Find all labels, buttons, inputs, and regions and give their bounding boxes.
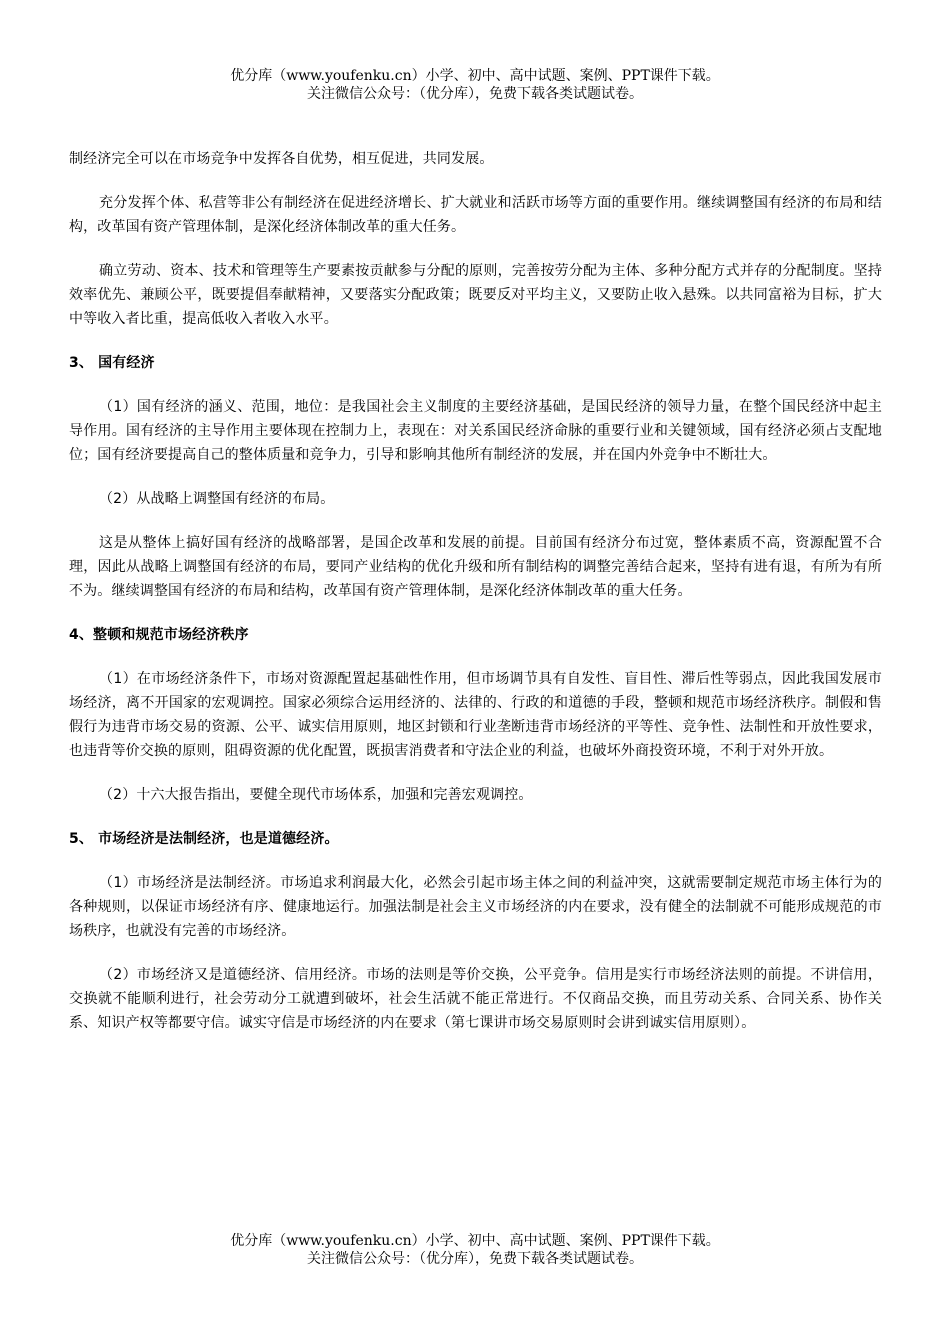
page-header (0, 67, 950, 103)
page-footer (0, 1232, 950, 1268)
paragraph-sixteenth-congress: （2）十六大报告指出，要健全现代市场体系，加强和完善宏观调控。 (99, 787, 533, 803)
header-line-2: 关注微信公众号：（优分库），免费下载各类试题试卷。 (307, 86, 643, 102)
paragraph-non-public-economy: 充分发挥个体、私营等非公有制经济在促进经济增长、扩大就业和活跃市场等方面的重要作用。继续调整国有经济的布局和结构，改革国有资产管理体制，是深化经济体制改革的重大任务。 (69, 195, 882, 235)
footer-line-1: 优分库（www.youfenku.cn）小学、初中、高中试题、案例、PPT课件下载。 (230, 1233, 720, 1249)
section-heading-4: 4、整顿和规范市场经济秩序 (69, 627, 249, 643)
document-body (69, 147, 882, 1055)
paragraph-legal-economy: （1）市场经济是法制经济。市场追求利润最大化，必然会引起市场主体之间的利益冲突，这就需要制定规范市场主体行为的各种规则，以保证市场经济有序、健康地运行。加强法制是社会主义市场经济的内在要求，没有健全的法制就不可能形成规范的市场秩序，也就没有完善的市场经济。 (69, 875, 882, 939)
paragraph-continuation: 制经济完全可以在市场竞争中发挥各自优势，相互促进，共同发展。 (69, 151, 494, 167)
paragraph-state-economy-definition: （1）国有经济的涵义、范围，地位：是我国社会主义制度的主要经济基础，是国民经济的领导力量，在整个国民经济中起主导作用。国有经济的主导作用主要体现在控制力上，表现在：对关系国民经济命脉的重要行业和关键领域，国有经济必须占支配地位；国有经济要提高自己的整体质量和竞争力，引导和影响其他所有制经济的发展，并在国内外竞争中不断壮大。 (69, 399, 882, 463)
footer-line-2: 关注微信公众号：（优分库），免费下载各类试题试卷。 (307, 1251, 643, 1267)
section-heading-3: 3、 国有经济 (69, 355, 155, 371)
paragraph-moral-economy: （2）市场经济又是道德经济、信用经济。市场的法则是等价交换，公平竞争。信用是实行市场经济法则的前提。不讲信用，交换就不能顺利进行，社会劳动分工就遭到破坏，社会生活就不能正常进行。不仅商品交换，而且劳动关系、合同关系、协作关系、知识产权等都要守信。诚实守信是市场经济的内在要求（第七课讲市场交易原则时会讲到诚实信用原则）。 (69, 967, 882, 1031)
paragraph-state-economy-layout: （2）从战略上调整国有经济的布局。 (99, 491, 335, 507)
paragraph-market-order: （1）在市场经济条件下，市场对资源配置起基础性作用，但市场调节具有自发性、盲目性、滞后性等弱点，因此我国发展市场经济，离不开国家的宏观调控。国家必须综合运用经济的、法律的、行政的和道德的手段，整顿和规范市场经济秩序。制假和售假行为违背市场交易的资源、公平、诚实信用原则，地区封锁和行业垄断违背市场经济的平等性、竞争性、法制性和开放性要求，也违背等价交换的原则，阻碍资源的优化配置，既损害消费者和守法企业的利益，也破坏外商投资环境，不利于对外开放。 (69, 671, 882, 759)
section-heading-5: 5、 市场经济是法制经济，也是道德经济。 (69, 831, 339, 847)
header-line-1: 优分库（www.youfenku.cn）小学、初中、高中试题、案例、PPT课件下载。 (230, 68, 720, 84)
paragraph-state-economy-strategy: 这是从整体上搞好国有经济的战略部署，是国企改革和发展的前提。目前国有经济分布过宽，整体素质不高，资源配置不合理，因此从战略上调整国有经济的布局，要同产业结构的优化升级和所有制结构的调整完善结合起来，坚持有进有退，有所为有所不为。继续调整国有经济的布局和结构，改革国有资产管理体制，是深化经济体制改革的重大任务。 (69, 535, 882, 599)
paragraph-distribution-system: 确立劳动、资本、技术和管理等生产要素按贡献参与分配的原则，完善按劳分配为主体、多种分配方式并存的分配制度。坚持效率优先、兼顾公平，既要提倡奉献精神，又要落实分配政策；既要反对平均主义，又要防止收入悬殊。以共同富裕为目标，扩大中等收入者比重，提高低收入者收入水平。 (69, 263, 882, 327)
